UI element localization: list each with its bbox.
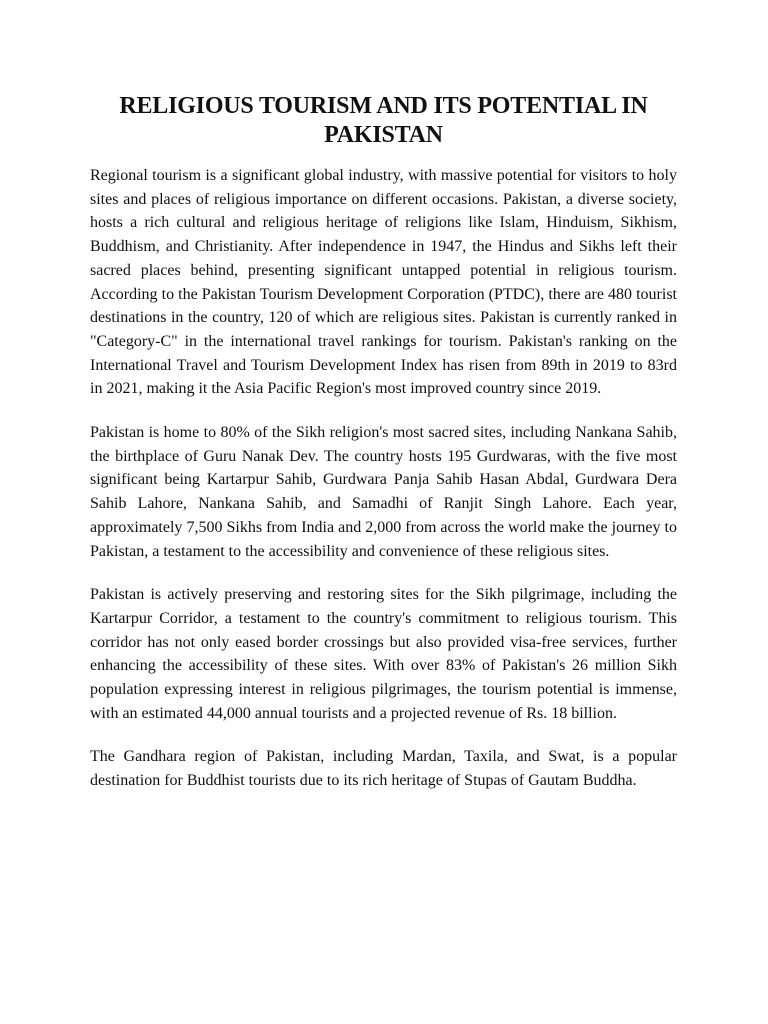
document-page <box>90 92 677 813</box>
paragraph-intro: Regional tourism is a significant global industry, with massive potential for visitors to holy sites and places of religious importance on different occasions. Pakistan, a diverse society, hosts a rich cultural and religious heritage of religions like Islam, Hinduism, Sikhism, Buddhism, and Christianity. After independence in 1947, the Hindus and Sikhs left their sacred places behind, presenting significant untapped potential in religious tourism. According to the Pakistan Tourism Development Corporation (PTDC), there are 480 tourist destinations in the country, 120 of which are religious sites. Pakistan is currently ranked in "Category-C" in the international travel rankings for tourism. Pakistan's ranking on the International Travel and Tourism Development Index has risen from 89th in 2019 to 83rd in 2021, making it the Asia Pacific Region's most improved country since 2019. <box>90 167 677 398</box>
paragraph-gandhara: The Gandhara region of Pakistan, including Mardan, Taxila, and Swat, is a popular destination for Buddhist tourists due to its rich heritage of Stupas of Gautam Buddha. <box>90 748 677 790</box>
paragraph-kartarpur-corridor: Pakistan is actively preserving and restoring sites for the Sikh pilgrimage, including the Kartarpur Corridor, a testament to the country's commitment to religious tourism. This corridor has not only eased border crossings but also provided visa-free services, further enhancing the accessibility of these sites. With over 83% of Pakistan's 26 million Sikh population expressing interest in religious pilgrimages, the tourism potential is immense, with an estimated 44,000 annual tourists and a projected revenue of Rs. 18 billion. <box>90 586 677 722</box>
paragraph-sikh-sites: Pakistan is home to 80% of the Sikh religion's most sacred sites, including Nankana Sahib, the birthplace of Guru Nanak Dev. The country hosts 195 Gurdwaras, with the five most significant being Kartarpur Sahib, Gurdwara Panja Sahib Hasan Abdal, Gurdwara Dera Sahib Lahore, Nankana Sahib, and Samadhi of Ranjit Singh Lahore. Each year, approximately 7,500 Sikhs from India and 2,000 from across the world make the journey to Pakistan, a testament to the accessibility and convenience of these religious sites. <box>90 424 677 560</box>
document-title: RELIGIOUS TOURISM AND ITS POTENTIAL IN PAKISTAN <box>119 93 648 148</box>
